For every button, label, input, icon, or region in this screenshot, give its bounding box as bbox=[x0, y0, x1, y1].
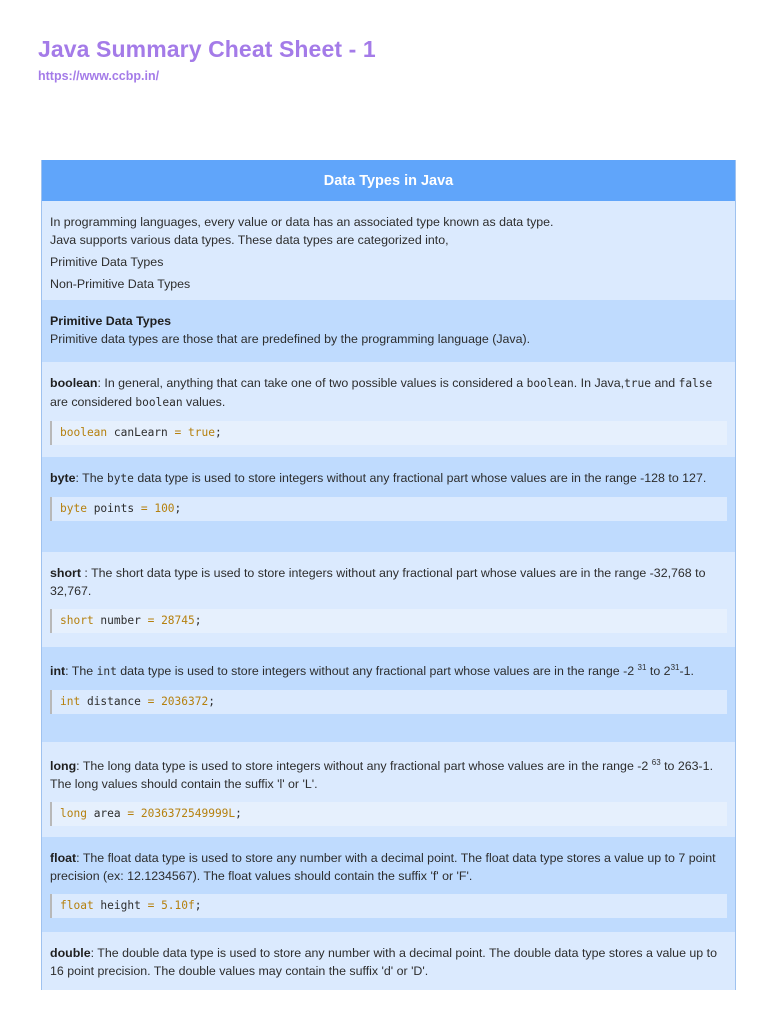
page-title: Java Summary Cheat Sheet - 1 bbox=[38, 36, 376, 62]
primitive-description: Primitive data types are those that are predefined by the programming language (Java). bbox=[50, 332, 531, 346]
long-section bbox=[42, 742, 735, 837]
long-code-example: long area = 2036372549999L; bbox=[50, 802, 727, 826]
int-code-example: int distance = 2036372; bbox=[50, 690, 727, 714]
float-code-example: float height = 5.10f; bbox=[50, 894, 727, 918]
double-term: double bbox=[50, 946, 91, 960]
long-term: long bbox=[50, 759, 77, 774]
byte-term: byte bbox=[50, 471, 76, 485]
short-term: short bbox=[50, 566, 81, 580]
table-title: Data Types in Java bbox=[323, 172, 454, 189]
primitive-section bbox=[42, 300, 735, 362]
short-section bbox=[42, 552, 735, 647]
boolean-term: boolean bbox=[50, 376, 98, 390]
double-description: double: The double data type is used to store any number with a decimal point. The double data type stores a value up to 16 point precision. The double values may contain the suffix 'd' or 'D'. bbox=[50, 946, 717, 978]
float-term: float bbox=[50, 851, 77, 865]
intro-section bbox=[42, 201, 735, 300]
long-description: long: The long data type is used to store integers without any fractional part whose values are in the range -2 $^{63}$ to 263-1. The long values should contain the suffix 'l' or 'L'. bbox=[50, 758, 714, 792]
int-description: int: The int data type is used to store integers without any fractional part whose values are in the range -2 $^{31}$ to $2^{31}-1$. bbox=[50, 663, 694, 679]
byte-section bbox=[42, 457, 735, 552]
primitive-heading: Primitive Data Types bbox=[50, 314, 171, 328]
boolean-code-example: boolean canLearn = true; bbox=[50, 421, 727, 445]
float-section bbox=[42, 837, 735, 932]
double-section bbox=[42, 932, 735, 990]
source-link[interactable]: https://www.ccbp.in/ bbox=[38, 69, 160, 83]
table-header bbox=[42, 160, 735, 201]
byte-description: byte: The byte data type is used to store integers without any fractional part whose values are in the range -128 to 127. bbox=[50, 471, 707, 485]
intro-line-1: In programming languages, every value or data has an associated type known as data type. bbox=[50, 215, 554, 229]
intro-item-primitive: Primitive Data Types bbox=[50, 255, 164, 269]
boolean-description: boolean: In general, anything that can take one of two possible values is considered a boolean. In Java,true and false are considered boolean values. bbox=[50, 376, 713, 409]
boolean-section bbox=[42, 362, 735, 457]
short-code-example: short number = 28745; bbox=[50, 609, 727, 633]
intro-line-2: Java supports various data types. These data types are categorized into, bbox=[50, 233, 449, 247]
intro-item-non-primitive: Non-Primitive Data Types bbox=[50, 277, 191, 291]
byte-code-example: byte points = 100; bbox=[50, 497, 727, 521]
int-term: int bbox=[50, 664, 66, 679]
int-section bbox=[42, 647, 735, 742]
short-description: short : The short data type is used to store integers without any fractional part whose values are in the range -32,768 to 32,767. bbox=[50, 566, 706, 598]
data-types-table bbox=[41, 160, 736, 990]
float-description: float: The float data type is used to store any number with a decimal point. The float data type stores a value up to 7 point precision (ex: 12.1234567). The float values should contain the suffix 'f' or 'F'. bbox=[50, 851, 716, 883]
